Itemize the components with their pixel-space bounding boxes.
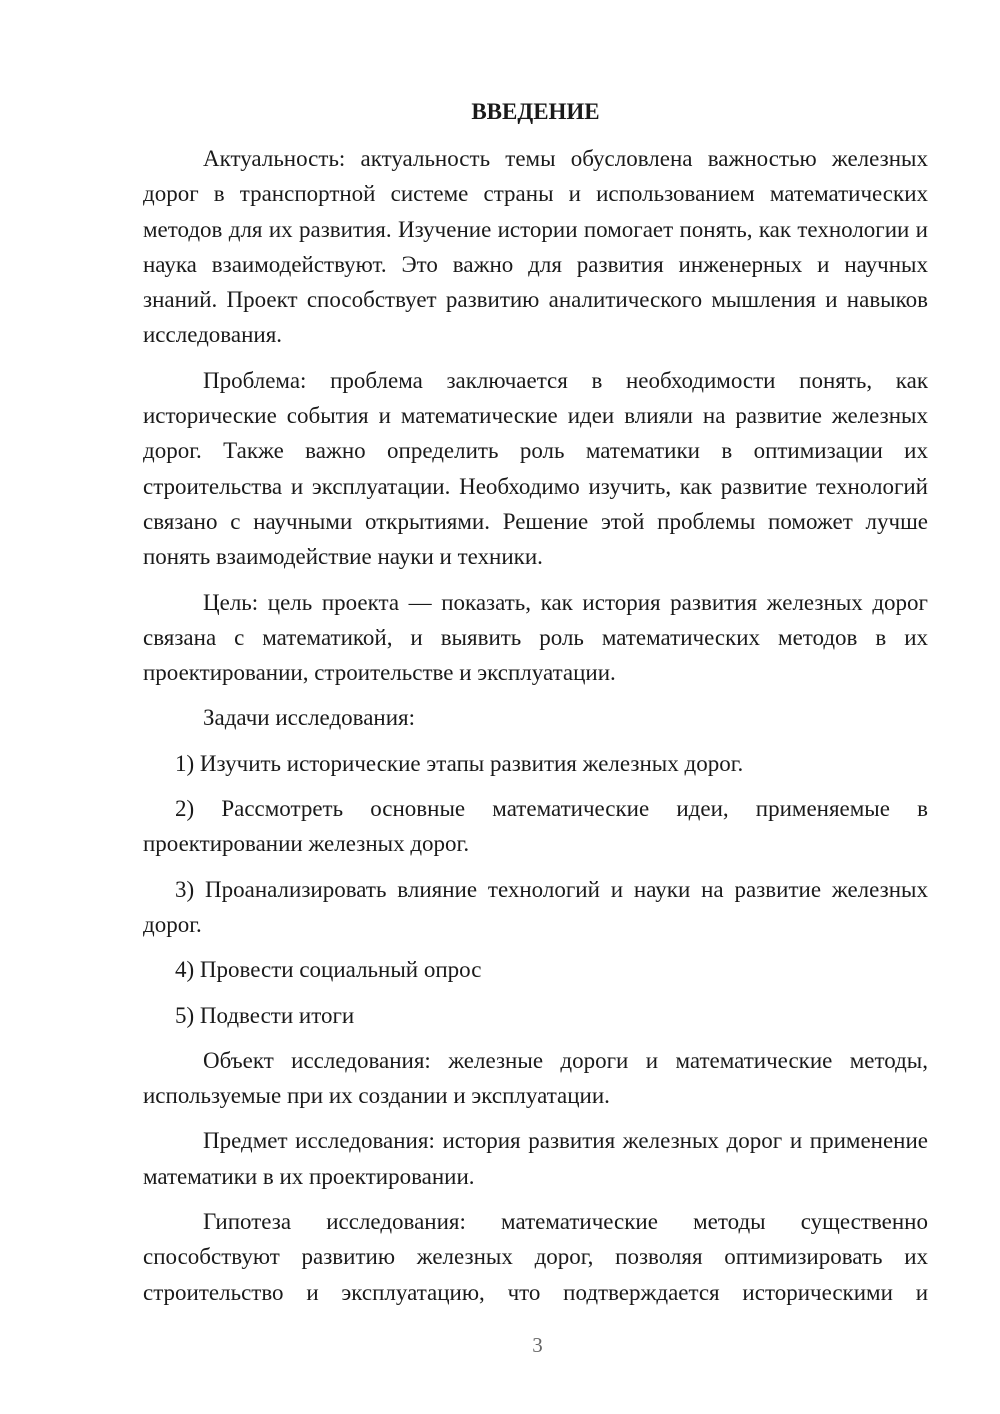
paragraph-goal: Цель: цель проекта — показать, как история развития железных дорог связана с математикой, и выявить роль математических методов в их проектировании, строительстве и эксплуатации. <box>143 589 928 686</box>
paragraph-problem: Проблема: проблема заключается в необходимости понять, как исторические события и математические идеи влияли на развитие железных дорог. Также важно определить роль математики в оптимизации их строительства и эксплуатации. Необходимо изучить, как развитие технологий связано с научными открытиями. Решение этой проблемы поможет лучше понять взаимодействие науки и техники. <box>143 367 928 570</box>
paragraph-relevance: Актуальность: актуальность темы обусловлена важностью железных дорог в транспортной системе страны и использованием математических методов для их развития. Изучение истории помогает понять, как технологии и наука взаимодействуют. Это важно для развития инженерных и научных знаний. Проект способствует развитию аналитического мышления и навыков исследования. <box>143 146 928 348</box>
document-page <box>143 94 928 1310</box>
list-item: 4) Провести социальный опрос <box>175 957 482 983</box>
tasks-title: Задачи исследования: <box>203 705 416 731</box>
list-item: 1) Изучить исторические этапы развития железных дорог. <box>175 750 744 776</box>
tasks-list <box>143 746 928 1033</box>
list-item: 2) Рассмотреть основные математические идеи, применяемые в проектировании железных дорог. <box>143 796 928 857</box>
paragraph-subject: Предмет исследования: история развития железных дорог и применение математики в их проектировании. <box>143 1128 928 1189</box>
section-heading: ВВЕДЕНИЕ <box>471 99 600 124</box>
list-item: 5) Подвести итоги <box>175 1002 355 1028</box>
paragraph-hypothesis: Гипотеза исследования: математические методы существенно способствуют развитию железных дорог, позволяя оптимизировать их строительство и эксплуатацию, что подтверждается историческими и <box>143 1209 928 1305</box>
list-item: 3) Проанализировать влияние технологий и науки на развитие железных дорог. <box>143 876 928 937</box>
page-number: 3 <box>532 1333 543 1357</box>
paragraph-object: Объект исследования: железные дороги и математические методы, используемые при их создании и эксплуатации. <box>143 1047 928 1109</box>
